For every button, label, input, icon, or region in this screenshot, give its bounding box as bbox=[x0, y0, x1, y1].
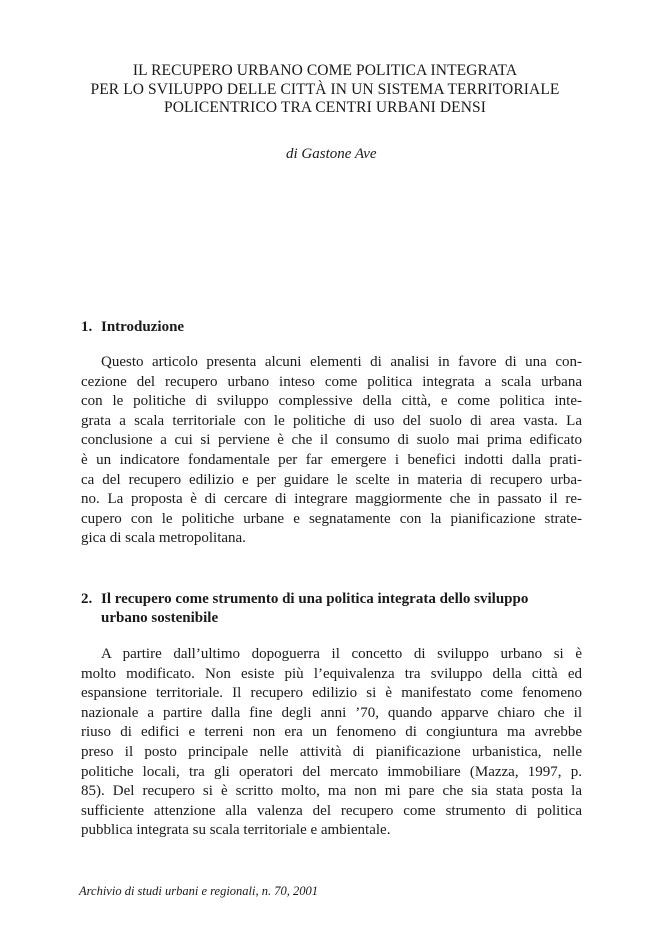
title-line-1: IL RECUPERO URBANO COME POLITICA INTEGRATA bbox=[132, 62, 518, 79]
paragraph-line: cezione del recupero urbano inteso come politica integrata a scala urbana bbox=[81, 373, 582, 390]
paragraph-line: Questo articolo presenta alcuni elementi di analisi in favore di una con- bbox=[101, 354, 582, 370]
section-2-title-line-1: Il recupero come strumento di una politica integrata dello sviluppo bbox=[101, 591, 529, 607]
journal-footer: Archivio di studi urbani e regionali, n. 70, 2001 bbox=[79, 884, 318, 898]
paragraph-line: politiche locali, tra gli operatori del mercato immobiliare (Mazza, 1997, p. bbox=[81, 763, 582, 780]
section-1-heading bbox=[81, 318, 184, 337]
paragraph-line: sufficiente attenzione alla valenza del recupero come strumento di politica bbox=[81, 802, 582, 819]
section-2-number: 2. bbox=[81, 591, 93, 607]
section-1-title: Introduzione bbox=[101, 319, 185, 335]
paragraph-line: preso il posto principale nelle attività di pianificazione urbanistica, nelle bbox=[81, 743, 582, 760]
title-line-3: POLICENTRICO TRA CENTRI URBANI DENSI bbox=[164, 99, 486, 116]
paragraph-line: espansione territoriale. Il recupero edilizio si è manifestato come fenomeno bbox=[81, 685, 582, 702]
paragraph-line: nazionale a partire dalla fine degli anni ’70, quando apparve chiaro che il bbox=[81, 704, 582, 721]
paragraph-line: 85). Del recupero si è scritto molto, ma non mi pare che sia stata posta la bbox=[81, 783, 582, 800]
paragraph-line: conclusione a cui si perviene è che il consumo di suolo mai prima edificato bbox=[81, 432, 582, 449]
title-line-2: PER LO SVILUPPO DELLE CITTÀ IN UN SISTEMA TERRITORIALE bbox=[90, 80, 560, 98]
section-1-paragraph bbox=[81, 353, 582, 549]
author-byline: di Gastone Ave bbox=[286, 146, 377, 162]
section-1-number: 1. bbox=[81, 319, 93, 335]
paragraph-line: pubblica integrata su scala territoriale e ambientale. bbox=[81, 822, 391, 839]
paragraph-line: gica di scala metropolitana. bbox=[81, 530, 246, 547]
article-title bbox=[40, 62, 610, 118]
paragraph-line: no. La proposta è di cercare di integrare maggiormente che in passato il re- bbox=[81, 491, 582, 508]
paragraph-line: molto modificato. Non esiste più l’equivalenza tra sviluppo della città ed bbox=[81, 665, 582, 682]
section-2-heading bbox=[81, 590, 591, 628]
paragraph-line: è un indicatore fondamentale per far emergere i benefici indotti dalla prati- bbox=[81, 451, 582, 468]
paragraph-line: A partire dall’ultimo dopoguerra il concetto di sviluppo urbano si è bbox=[101, 646, 582, 662]
paragraph-line: cupero con le politiche urbane e segnatamente con la pianificazione strate- bbox=[81, 510, 582, 527]
section-2-paragraph bbox=[81, 645, 582, 841]
paragraph-line: ca del recupero edilizio e per guidare le scelte in materia di recupero urba- bbox=[81, 471, 582, 488]
paragraph-line: con le politiche di sviluppo complessive della città, e come politica inte- bbox=[81, 393, 582, 410]
paragraph-line: grata a scala territoriale con le politiche di uso del suolo di area vasta. La bbox=[81, 412, 582, 429]
section-2-title-line-2: urbano sostenibile bbox=[101, 610, 219, 626]
paragraph-line: riuso di edifici e terreni non era un fenomeno di congiuntura ma avrebbe bbox=[81, 724, 582, 741]
